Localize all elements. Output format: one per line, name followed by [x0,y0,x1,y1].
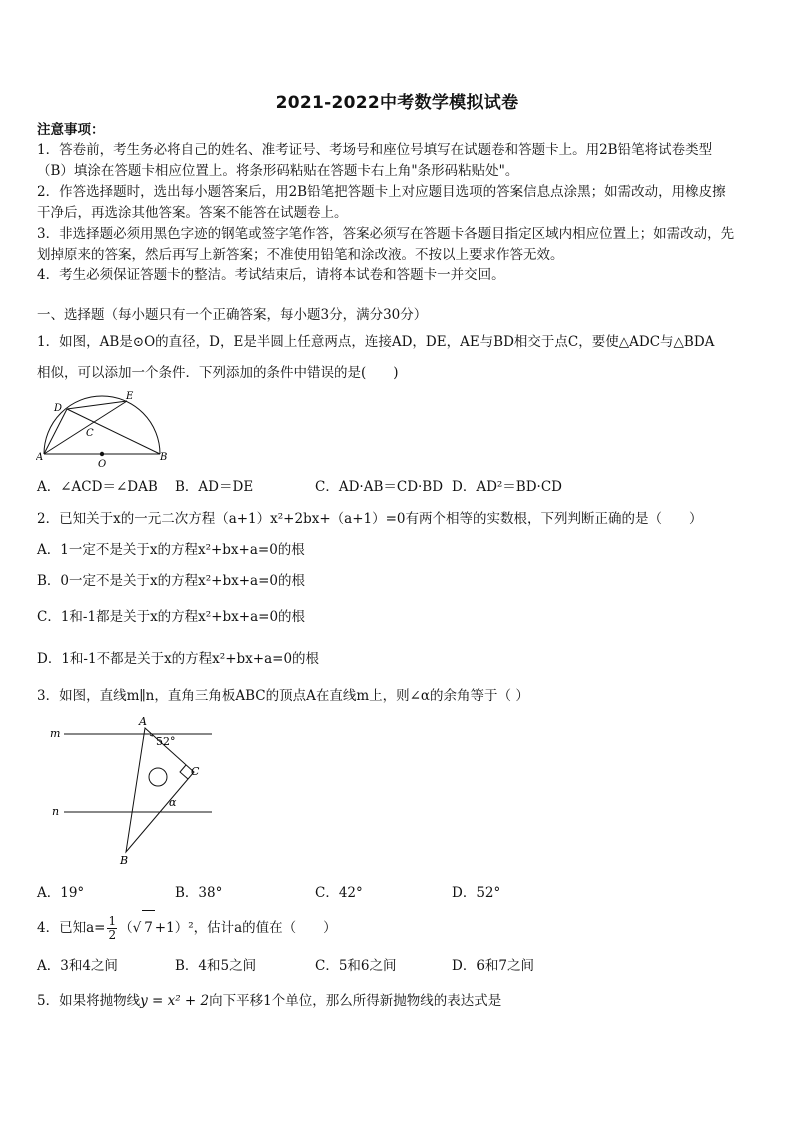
question-3-option-d[interactable]: D．52° [452,885,501,901]
question-1-option-d[interactable]: D．AD²＝BD·CD [452,479,562,495]
fig3-label-c: C [191,765,200,778]
fig1-label-e: E [126,391,134,402]
fig3-label-alpha: α [169,796,177,809]
question-3-option-a[interactable]: A．19° [37,885,85,901]
question-4-stem: 4．已知a= $\frac{1}{2}$ （√ 7 +1）²，估计a的值在（ ） [37,910,337,945]
q4-frac-den: 2 [108,928,117,942]
q5-prefix: 5．如果将抛物线 [37,993,141,1009]
question-4-option-b[interactable]: B．4和5之间 [175,958,257,974]
question-1-option-b[interactable]: B．AD＝DE [175,479,254,495]
notice-line: 1．答卷前，考生务必将自己的姓名、准考证号、考场号和座位号填写在试题卷和答题卡上。用2B铅笔将试卷类型 [37,142,713,158]
q4-fraction [107,915,117,942]
fig1-label-o: O [98,459,107,470]
question-2-option-b[interactable]: B．0一定不是关于x的方程x²+bx+a=0的根 [37,573,305,589]
fig3-label-a: A [139,715,147,728]
notice-line: 干净后，再选涂其他答案。答案不能答在试题卷上。 [37,205,348,221]
q4-prefix: 4．已知a= [37,920,106,936]
question-3-figure [48,712,218,872]
fig1-label-a: A [36,452,44,463]
question-1-option-a[interactable]: A．∠ACD＝∠DAB [37,479,158,495]
question-1-figure [36,390,176,470]
question-1-stem: 相似，可以添加一个条件．下列添加的条件中错误的是( ) [37,365,399,381]
notice-line: 4．考生必须保证答题卡的整洁。考试结束后，请将本试卷和答题卡一并交回。 [37,267,505,283]
question-3-option-b[interactable]: B．38° [175,885,223,901]
question-1-option-c[interactable]: C．AD·AB＝CD·BD [315,479,444,495]
question-3-option-c[interactable]: C．42° [315,885,363,901]
notice-line: 2．作答选择题时，选出每小题答案后，用2B铅笔把答题卡上对应题目选项的答案信息点涂黑；如需改动，用橡皮擦 [37,184,726,200]
question-1-stem: 1．如图，AB是⊙O的直径，D，E是半圆上任意两点，连接AD，DE，AE与BD相交于点C，要使△ADC与△BDA [37,334,715,350]
fig3-label-m: m [50,727,61,740]
question-4-option-d[interactable]: D．6和7之间 [452,958,535,974]
question-2-stem: 2．已知关于x的一元二次方程（a+1）x²+2bx+（a+1）=0有两个相等的实数根，下列判断正确的是（ ） [37,511,703,527]
q5-suffix: 向下平移1个单位，那么所得新抛物线的表达式是 [209,993,502,1009]
question-4-option-a[interactable]: A．3和4之间 [37,958,118,974]
fig3-label-n: n [52,805,60,818]
fig3-angle-label: 52° [156,735,176,748]
question-2-option-c[interactable]: C．1和-1都是关于x的方程x²+bx+a=0的根 [37,609,306,625]
fig3-label-b: B [120,854,129,867]
fig1-label-b: B [160,452,168,463]
question-2-option-d[interactable]: D．1和-1不都是关于x的方程x²+bx+a=0的根 [37,651,320,667]
page-title: 2021-2022中考数学模拟试卷 [275,93,519,113]
notice-line: 划掉原来的答案，然后再写上新答案；不准使用铅笔和涂改液。不按以上要求作答无效。 [37,247,564,263]
q4-open: （ [119,920,133,936]
question-4-option-c[interactable]: C．5和6之间 [315,958,397,974]
q4-frac-num: 1 [108,914,117,928]
q4-sqrt-arg: 7 [142,910,155,945]
notice-heading: 注意事项： [37,122,105,138]
q4-close: +1）²，估计a的值在（ ） [154,920,337,936]
q5-formula: y = x² + 2 [140,993,210,1009]
question-3-stem: 3．如图，直线m∥n，直角三角板ABC的顶点A在直线m上，则∠α的余角等于（ ） [37,688,529,704]
question-5-stem [37,992,501,1010]
notice-line: 3．非选择题必须用黑色字迹的钢笔或签字笔作答，答案必须写在答题卡各题目指定区域内相应位置上；如需改动，先 [37,226,735,242]
question-2-option-a[interactable]: A．1一定不是关于x的方程x²+bx+a=0的根 [37,542,305,558]
notice-line: （B）填涂在答题卡相应位置上。将条形码粘贴在答题卡右上角"条形码粘贴处"。 [37,163,519,179]
section-heading: 一、选择题（每小题只有一个正确答案，每小题3分，满分30分） [37,307,428,323]
fig1-label-c: C [86,428,94,439]
fig1-label-d: D [54,403,63,414]
